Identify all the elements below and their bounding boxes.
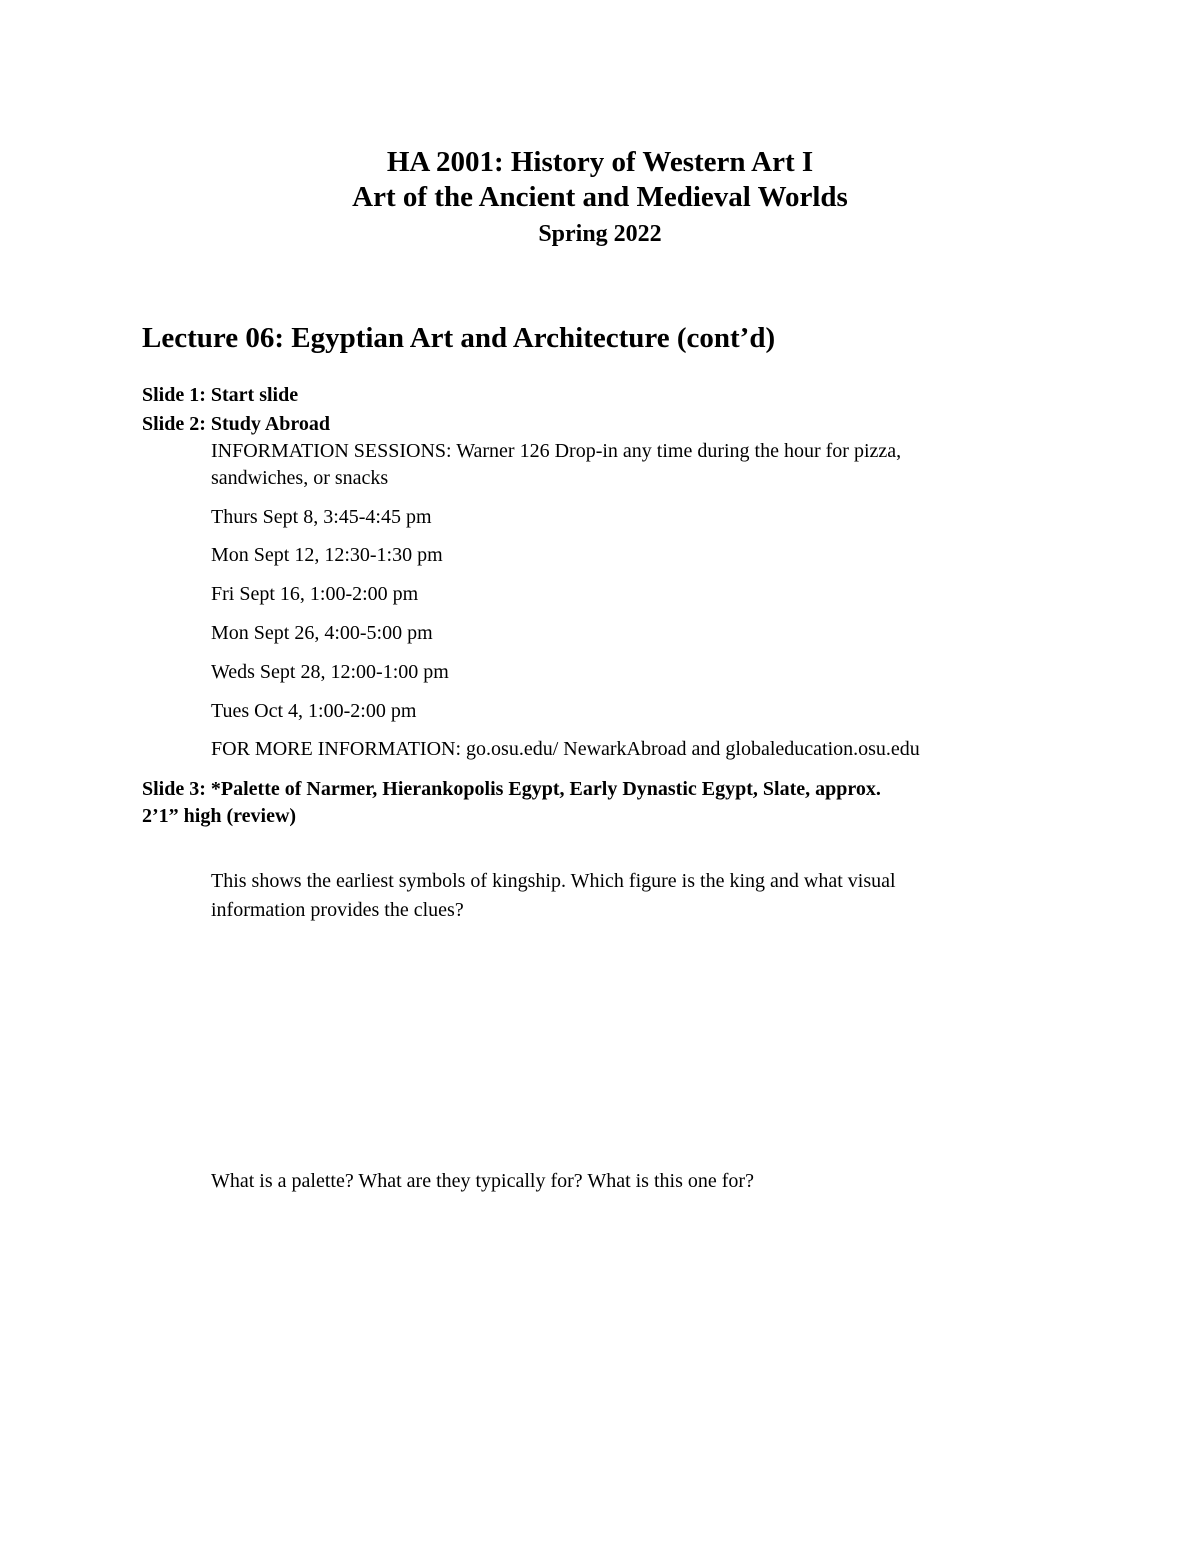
session-item: Weds Sept 28, 12:00-1:00 pm: [211, 661, 449, 683]
course-subtitle: Art of the Ancient and Medieval Worlds: [352, 181, 848, 213]
session-item: Tues Oct 4, 1:00-2:00 pm: [211, 700, 417, 722]
question-text: What is a palette? What are they typically for? What is this one for?: [211, 1170, 754, 1192]
course-title: HA 2001: History of Western Art I: [386, 146, 814, 178]
session-item: Fri Sept 16, 1:00-2:00 pm: [211, 583, 419, 605]
slide-1-heading: Slide 1: Start slide: [142, 384, 299, 406]
slide-3-heading-continued: 2’1” high (review): [142, 805, 297, 827]
info-sessions-line: sandwiches, or snacks: [211, 467, 389, 489]
session-item: Thurs Sept 8, 3:45-4:45 pm: [211, 506, 432, 528]
lecture-title: Lecture 06: Egyptian Art and Architecture (cont’d): [142, 322, 776, 354]
session-item: Mon Sept 12, 12:30-1:30 pm: [211, 544, 443, 566]
session-item: Mon Sept 26, 4:00-5:00 pm: [211, 622, 433, 644]
info-sessions-line: INFORMATION SESSIONS: Warner 126 Drop-in any time during the hour for pizza,: [211, 440, 902, 462]
slide-2-heading: Slide 2: Study Abroad: [142, 413, 331, 435]
term: Spring 2022: [538, 221, 662, 247]
slide-3-heading: Slide 3: *Palette of Narmer, Hierankopolis Egypt, Early Dynastic Egypt, Slate, approx.: [142, 778, 881, 800]
more-information: FOR MORE INFORMATION: go.osu.edu/ NewarkAbroad and globaleducation.osu.edu: [211, 738, 920, 760]
question-text: This shows the earliest symbols of kingship. Which figure is the king and what visual: [211, 870, 896, 892]
question-text: information provides the clues?: [211, 899, 464, 921]
